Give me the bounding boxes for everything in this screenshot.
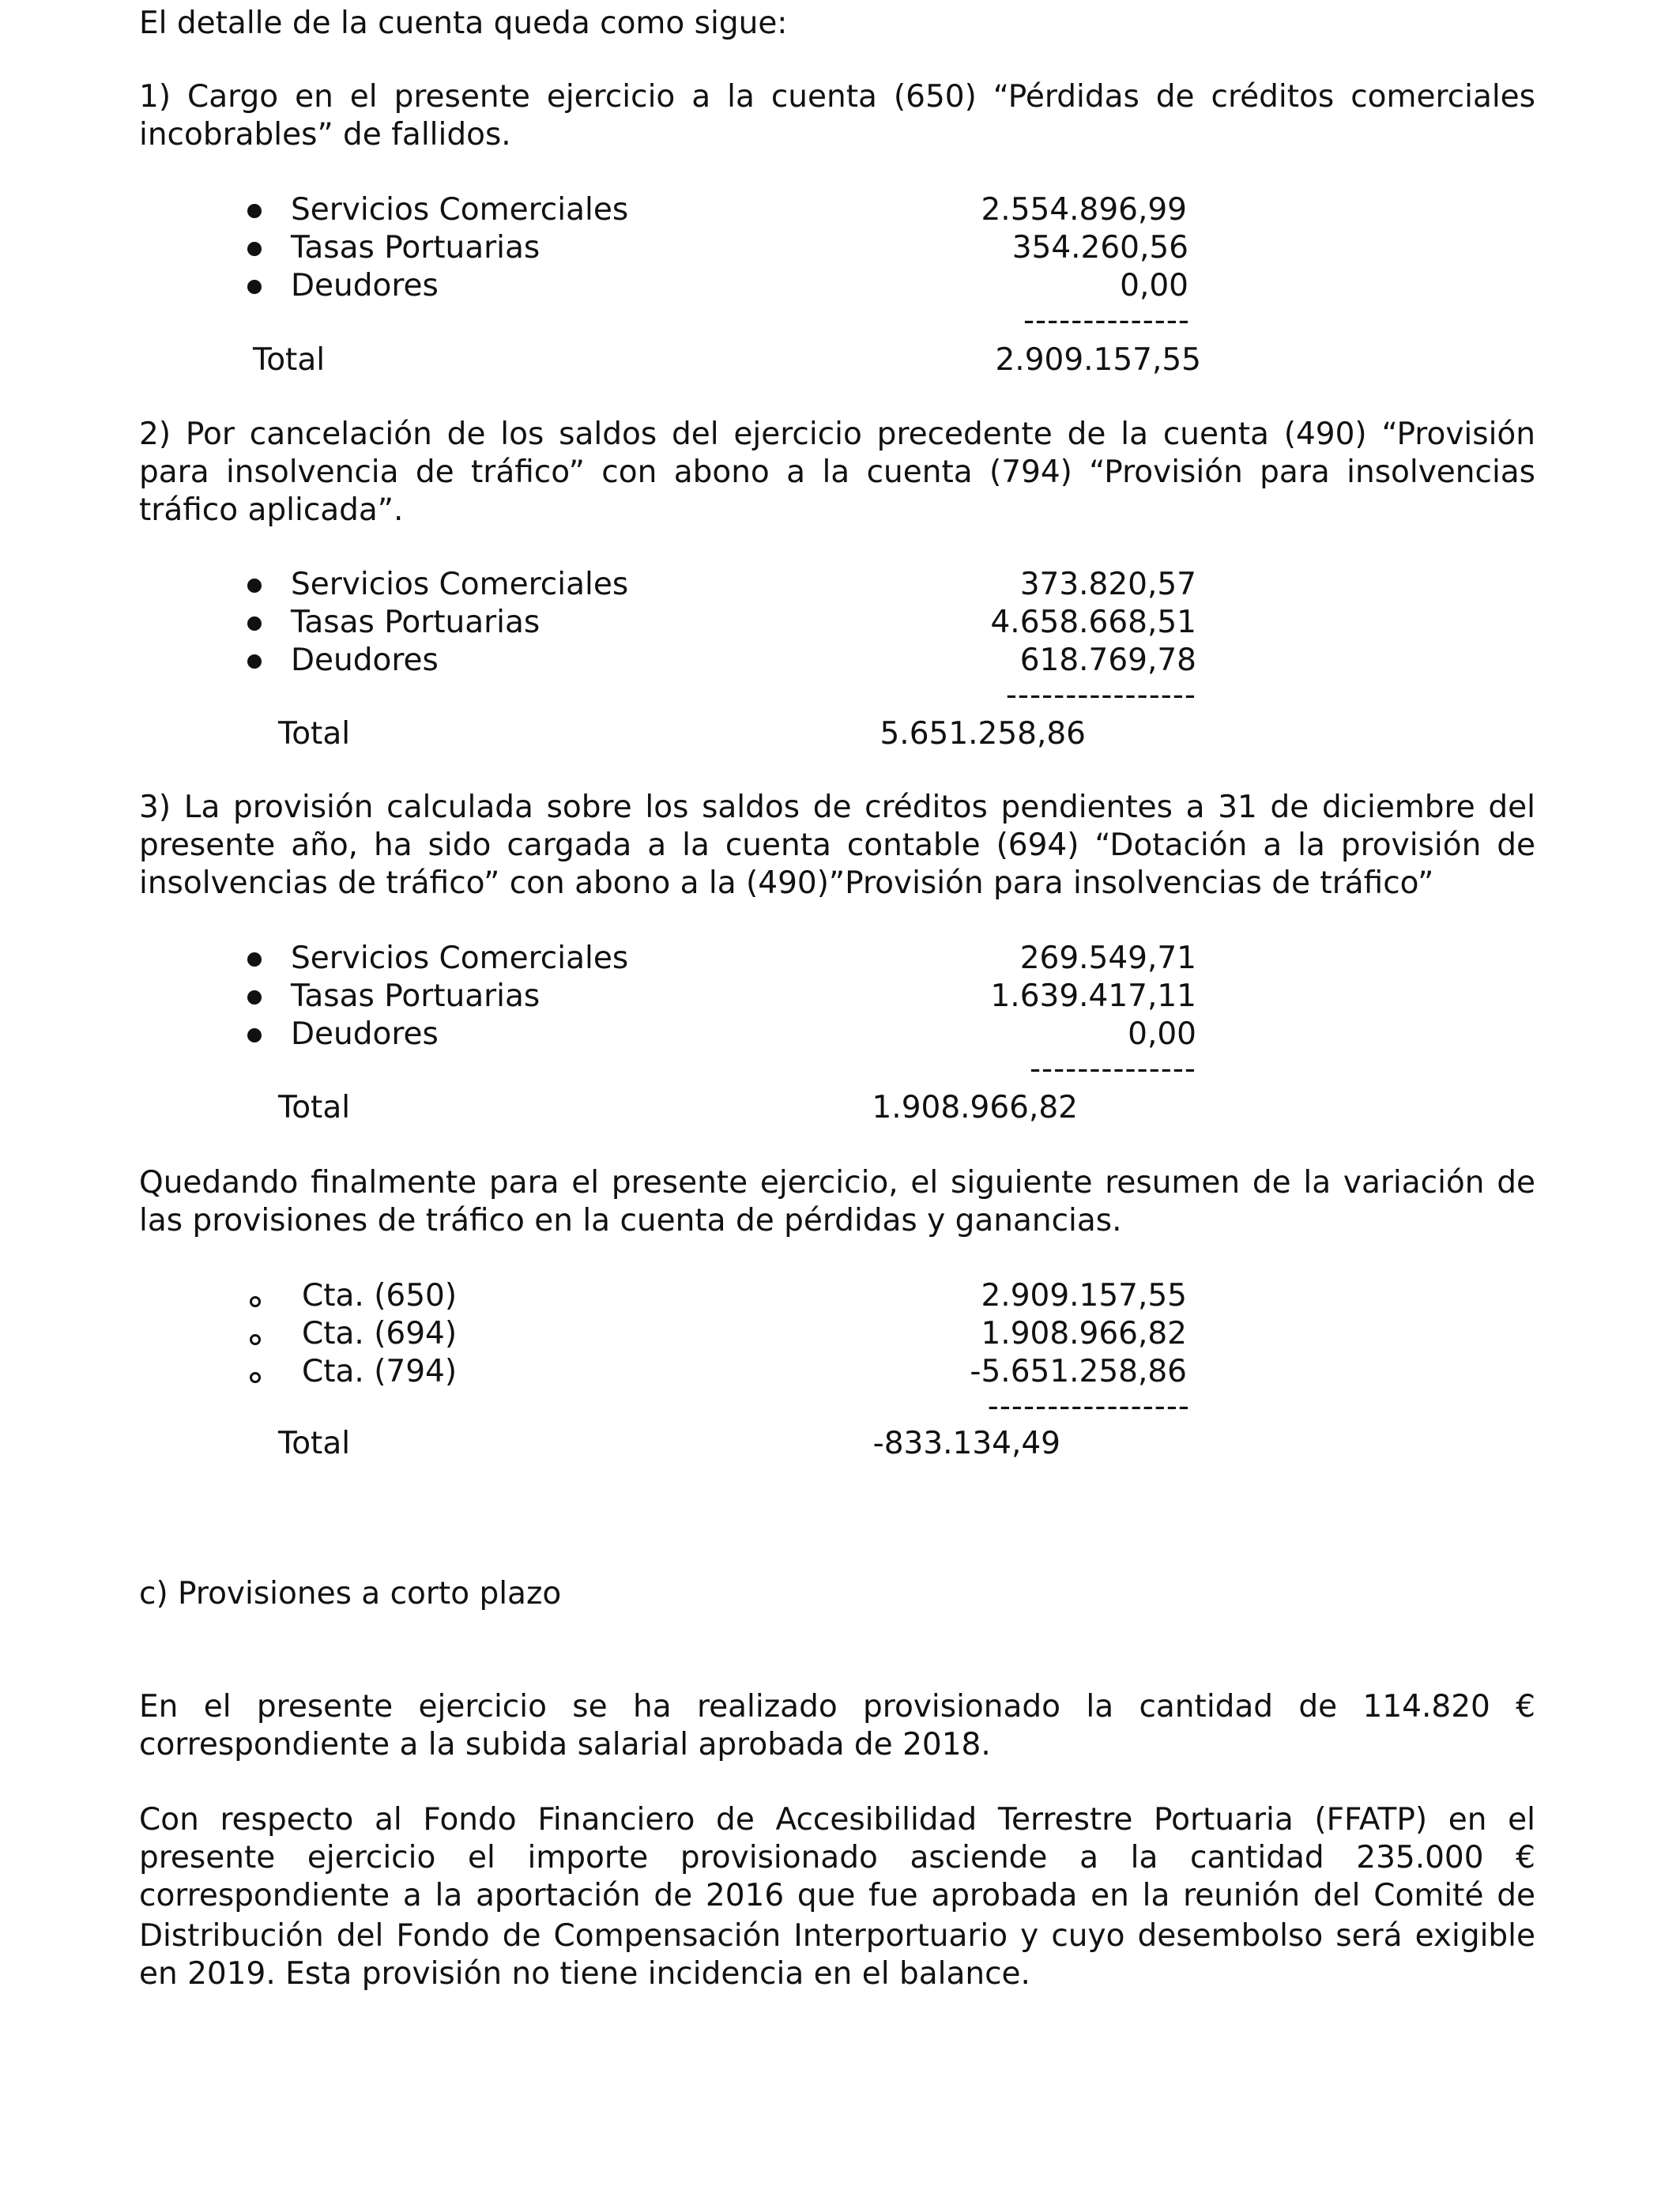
total-value: 5.651.258,86 [880,716,1086,752]
para-c2-line-1: Con respecto al Fondo Financiero de Accesibilidad Terrestre Portuaria (FFATP) en el [139,1802,1535,1838]
list-item-value: -5.651.258,86 [970,1354,1187,1389]
separator-dashes: ---------------- [1005,677,1196,713]
bullet-icon [247,1028,262,1042]
list-item-value: 373.820,57 [1019,567,1196,602]
section3-line-3: insolvencias de tráfico” con abono a la (490)”Provisión para insolvencias de tráfico” [139,865,1434,901]
list-item-label: Deudores [291,1016,439,1052]
list-item-value: 269.549,71 [1019,941,1196,976]
summary-line-2: las provisiones de tráfico en la cuenta de pérdidas y ganancias. [139,1203,1122,1238]
list-item-label: Deudores [291,268,439,303]
total-value: 2.909.157,55 [995,342,1201,378]
list-item-value: 354.260,56 [1011,230,1188,266]
list-item-label: Servicios Comerciales [291,192,629,228]
bullet-icon [247,204,262,218]
list-item-label: Servicios Comerciales [291,941,629,976]
section1-line-2: incobrables” de fallidos. [139,117,511,153]
para-c2-line-3: correspondiente a la aportación de 2016 que fue aprobada en la reunión del Comité de [139,1878,1535,1913]
para-c2-line-5: en 2019. Esta provisión no tiene incidencia en el balance. [139,1956,1030,1992]
list-item-label: Deudores [291,643,439,678]
separator-dashes: ----------------- [987,1389,1190,1424]
circle-bullet-icon [250,1296,261,1307]
list-item-value: 618.769,78 [1019,643,1196,678]
list-item-value: 2.554.896,99 [981,192,1187,228]
list-item-value: 2.909.157,55 [981,1278,1187,1314]
list-item-value: 0,00 [1128,1016,1196,1052]
list-item-label: Cta. (650) [302,1278,458,1314]
total-value: -833.134,49 [872,1426,1060,1461]
total-value: 1.908.966,82 [872,1090,1078,1125]
bullet-icon [247,654,262,669]
bullet-icon [247,952,262,967]
total-label: Total [278,1090,351,1125]
para-c2-line-4: Distribución del Fondo de Compensación Interportuario y cuyo desembolso será exigible [139,1918,1535,1954]
section3-line-1: 3) La provisión calculada sobre los saldos de créditos pendientes a 31 de diciembre del [139,790,1535,825]
circle-bullet-icon [250,1372,261,1383]
list-item-label: Tasas Portuarias [291,605,541,640]
section2-line-1: 2) Por cancelación de los saldos del ejercicio precedente de la cuenta (490) “Provisión [139,417,1535,452]
circle-bullet-icon [250,1334,261,1345]
list-item-value: 1.639.417,11 [990,978,1196,1014]
section2-line-3: tráfico aplicada”. [139,492,404,528]
para-c2-line-2: presente ejercicio el importe provisionado asciende a la cantidad 235.000 € [139,1840,1535,1875]
list-item-value: 1.908.966,82 [981,1316,1187,1351]
list-item-value: 4.658.668,51 [990,605,1196,640]
list-item-label: Cta. (694) [302,1316,458,1351]
section-heading-c: c) Provisiones a corto plazo [139,1576,562,1612]
bullet-icon [247,242,262,256]
list-item-value: 0,00 [1120,268,1188,303]
total-label: Total [278,716,351,752]
list-item-label: Tasas Portuarias [291,978,541,1014]
section2-line-2: para insolvencia de tráfico” con abono a la cuenta (794) “Provisión para insolvencias [139,454,1535,490]
total-label: Total [253,342,326,378]
separator-dashes: -------------- [1023,303,1190,338]
bullet-icon [247,990,262,1005]
intro-text: El detalle de la cuenta queda como sigue: [139,6,788,41]
section1-line-1: 1) Cargo en el presente ejercicio a la cuenta (650) “Pérdidas de créditos comerciales [139,79,1535,115]
para-c1-line-1: En el presente ejercicio se ha realizado provisionado la cantidad de 114.820 € [139,1689,1535,1725]
separator-dashes: -------------- [1029,1051,1196,1087]
list-item-label: Cta. (794) [302,1354,458,1389]
bullet-icon [247,579,262,593]
bullet-icon [247,280,262,294]
summary-line-1: Quedando finalmente para el presente ejercicio, el siguiente resumen de la variación de [139,1165,1535,1201]
bullet-icon [247,616,262,631]
para-c1-line-2: correspondiente a la subida salarial aprobada de 2018. [139,1727,991,1762]
total-label: Total [278,1426,351,1461]
section3-line-2: presente año, ha sido cargada a la cuenta contable (694) “Dotación a la provisión de [139,827,1535,863]
list-item-label: Tasas Portuarias [291,230,541,266]
list-item-label: Servicios Comerciales [291,567,629,602]
